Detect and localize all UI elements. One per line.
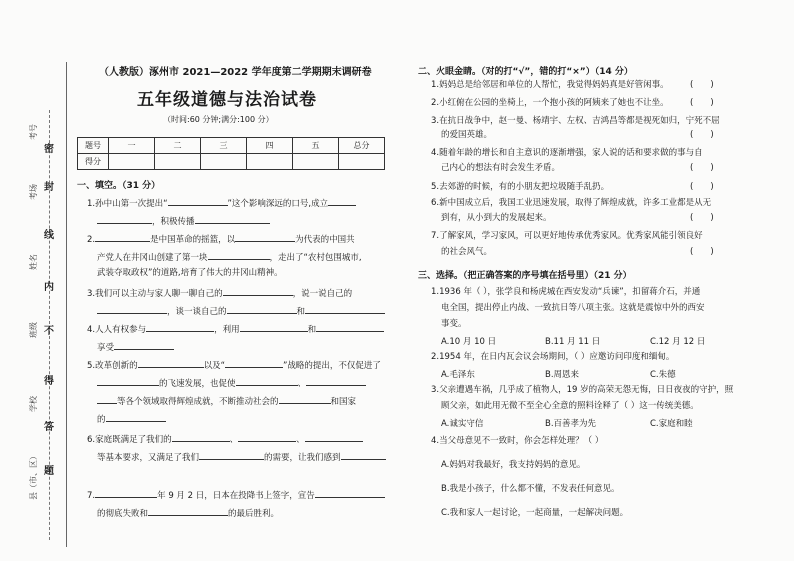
choice-q2: 2.1954 年，在日内瓦会议会场期间，（ ）应邀访问印度和缅甸。 (431, 352, 675, 362)
score-table-header: 一 (109, 138, 155, 154)
margin-label-class: 班级 (29, 322, 38, 338)
fill-q6: 6.家庭既满足了我们的 、 、 (87, 432, 363, 446)
choice-q2-option-a[interactable]: A.毛泽东 (441, 370, 475, 380)
score-table-header: 五 (293, 138, 339, 154)
fill-q2-line3: 武装夺取政权”的道路,培育了伟大的井冈山精神。 (97, 268, 283, 278)
fill-q7: 7. 年 9 月 2 日，日本在投降书上签字，宣告 (87, 488, 385, 502)
fill-q3-line2: ，谈一谈自己的 和 (97, 304, 385, 318)
choice-q4-option-b[interactable]: B.我是小孩子，什么都不懂，不发表任何意见。 (441, 484, 620, 494)
seal-char: 题 (44, 466, 54, 477)
answer-paren[interactable]: ( ) (690, 130, 714, 140)
choice-q1-line3: 事变。 (441, 319, 467, 329)
margin-label-exam-room: 考场 (29, 184, 38, 200)
exam-subtitle: （人教版）涿州市 2021—2022 学年度第二学期期末调研卷 (99, 67, 372, 78)
judge-q7-line2: 的社会风气。 (441, 247, 493, 257)
choice-q3-line2: 顾父亲，如此用无微不至全心全意的照料诠释了（ ）这一传统美德。 (441, 401, 699, 411)
section3-title: 三、选择。（把正确答案的序号填在括号里）（21 分） (418, 271, 632, 281)
score-row-label: 得分 (78, 154, 109, 170)
section2-title: 二、火眼金睛。（对的打“√”，错的打“×”）（14 分） (418, 67, 633, 77)
fill-q7-line2: 的彻底失败和 的最后胜利。 (97, 506, 279, 520)
seal-char: 答 (44, 422, 54, 433)
seal-char: 密 (44, 144, 54, 155)
margin-label-county: 县（市、区） (29, 452, 38, 500)
judge-q5: 5.去郊游的时候，有的小朋友把垃圾随手乱扔。 (431, 182, 610, 192)
score-cell[interactable] (339, 154, 385, 170)
score-cell[interactable] (293, 154, 339, 170)
margin-label-school: 学校 (29, 396, 38, 412)
score-table-header: 二 (155, 138, 201, 154)
seal-char: 内 (44, 282, 54, 293)
score-table-header: 总分 (339, 138, 385, 154)
choice-q1-option-c[interactable]: C.12 月 12 日 (650, 337, 706, 347)
judge-q3-line2: 的爱国英雄。 (441, 130, 493, 140)
choice-q1-option-a[interactable]: A.10 月 10 日 (441, 337, 497, 347)
score-cell[interactable] (247, 154, 293, 170)
judge-q4: 4.随着年龄的增长和自主意识的逐渐增强，家人说的话和要求做的事与自 (431, 148, 703, 158)
fill-q2: 2. 是中国革命的摇篮，以 为代表的中国共 (87, 232, 355, 246)
choice-q3-option-a[interactable]: A.诚实守信 (441, 419, 484, 429)
choice-q2-option-c[interactable]: C.朱德 (650, 370, 676, 380)
judge-q6-line2: 到有，从小到大的发展起来。 (441, 213, 552, 223)
fill-q5-line3: 等各个领域取得辉煌成就，不断推动社会的 和国家 (97, 394, 356, 408)
fill-q4: 4.人人有权参与 ，利用 和 (87, 322, 384, 336)
judge-q4-line2: 己内心的想法有时会发生矛盾。 (441, 163, 561, 173)
choice-q1-option-b[interactable]: B.11 月 11 日 (545, 337, 601, 347)
choice-q4: 4.当父母意见不一致时，你会怎样处理？（ ） (431, 436, 604, 446)
score-table (77, 137, 385, 170)
judge-q1: 1.妈妈总是给邻居和单位的人帮忙，我觉得妈妈真是好管闲事。 (431, 80, 669, 90)
fill-q3: 3.我们可以主动与家人聊一聊自己的 ，说一说自己的 (87, 286, 352, 300)
fill-q1-line2: ，积极传播 (97, 214, 270, 228)
fill-q1: 1.孙中山第一次提出“ ”这个影响深远的口号,成立 (87, 196, 356, 210)
judge-q7: 7.了解家风，学习家风，可以更好地传承优秀家风。优秀家风能引领良好 (431, 231, 703, 241)
choice-q3: 3.父亲遭遇车祸，几乎成了植物人，19 岁的高荣无怨无悔，日日夜夜的守护，照 (431, 385, 734, 395)
choice-q2-option-b[interactable]: B.周恩来 (545, 370, 580, 380)
answer-paren[interactable]: ( ) (690, 213, 714, 223)
seal-char: 线 (44, 230, 54, 241)
fill-q2-line2: 产党人在井冈山创建了第一块 ，走出了“农村包围城市, (97, 250, 362, 264)
fill-q5-line4: 的 (97, 412, 166, 426)
exam-title: 五年级道德与法治试卷 (137, 90, 317, 110)
margin-label-exam-no: 考号 (29, 124, 38, 140)
choice-q3-option-c[interactable]: C.家庭和睦 (650, 419, 693, 429)
section1-title: 一、填空。（31 分） (77, 181, 161, 191)
judge-q6: 6.新中国成立后，我国工业迅速发展，取得了辉煌成就，许多工业都是从无 (431, 198, 712, 208)
score-table-header: 三 (201, 138, 247, 154)
choice-q1-line2: 电全国，提出停止内战、一致抗日等八项主张。这就是震惊中外的西安 (441, 303, 705, 313)
answer-paren[interactable]: ( ) (690, 163, 714, 173)
score-cell[interactable] (109, 154, 155, 170)
choice-q4-option-c[interactable]: C.我和家人一起讨论，一起商量，一起解决问题。 (441, 508, 629, 518)
fill-q5-line2: 的飞速发展，也促使 、 (97, 376, 366, 390)
exam-info: （时间:60 分钟;满分:100 分） (163, 115, 274, 124)
answer-paren[interactable]: ( ) (690, 247, 714, 257)
seal-char: 封 (44, 182, 54, 193)
margin-label-name: 姓名 (29, 254, 38, 270)
score-table-header: 四 (247, 138, 293, 154)
choice-q1: 1.1936 年（ ），张学良和杨虎城在西安发动“兵谏”，扣留蒋介石，并通 (431, 287, 701, 297)
seal-char: 不 (44, 326, 54, 337)
answer-paren[interactable]: ( ) (690, 98, 714, 108)
fill-q5: 5.改革创新的 以及“ ”战略的提出，不仅促进了 (87, 358, 381, 372)
seal-char: 得 (44, 376, 54, 387)
fill-q4-line2: 享受 (97, 340, 174, 354)
fill-q6-line2: 等基本要求，又满足了我们 的需要，让我们感到 (97, 450, 386, 464)
score-cell[interactable] (155, 154, 201, 170)
binding-line (66, 62, 67, 547)
score-table-header: 题号 (78, 138, 109, 154)
answer-paren[interactable]: ( ) (690, 182, 714, 192)
judge-q2: 2.小红俯在公园的坐椅上，一个抱小孩的阿姨来了她也不让坐。 (431, 98, 669, 108)
score-cell[interactable] (201, 154, 247, 170)
judge-q3: 3.在抗日战争中，赵一曼、杨靖宇、左权、吉鸿昌等都是视死如归，宁死不屈 (431, 116, 720, 126)
choice-q3-option-b[interactable]: B.百善孝为先 (545, 419, 597, 429)
choice-q4-option-a[interactable]: A.妈妈对我最好，我支持妈妈的意见。 (441, 460, 586, 470)
answer-paren[interactable]: ( ) (690, 80, 714, 90)
